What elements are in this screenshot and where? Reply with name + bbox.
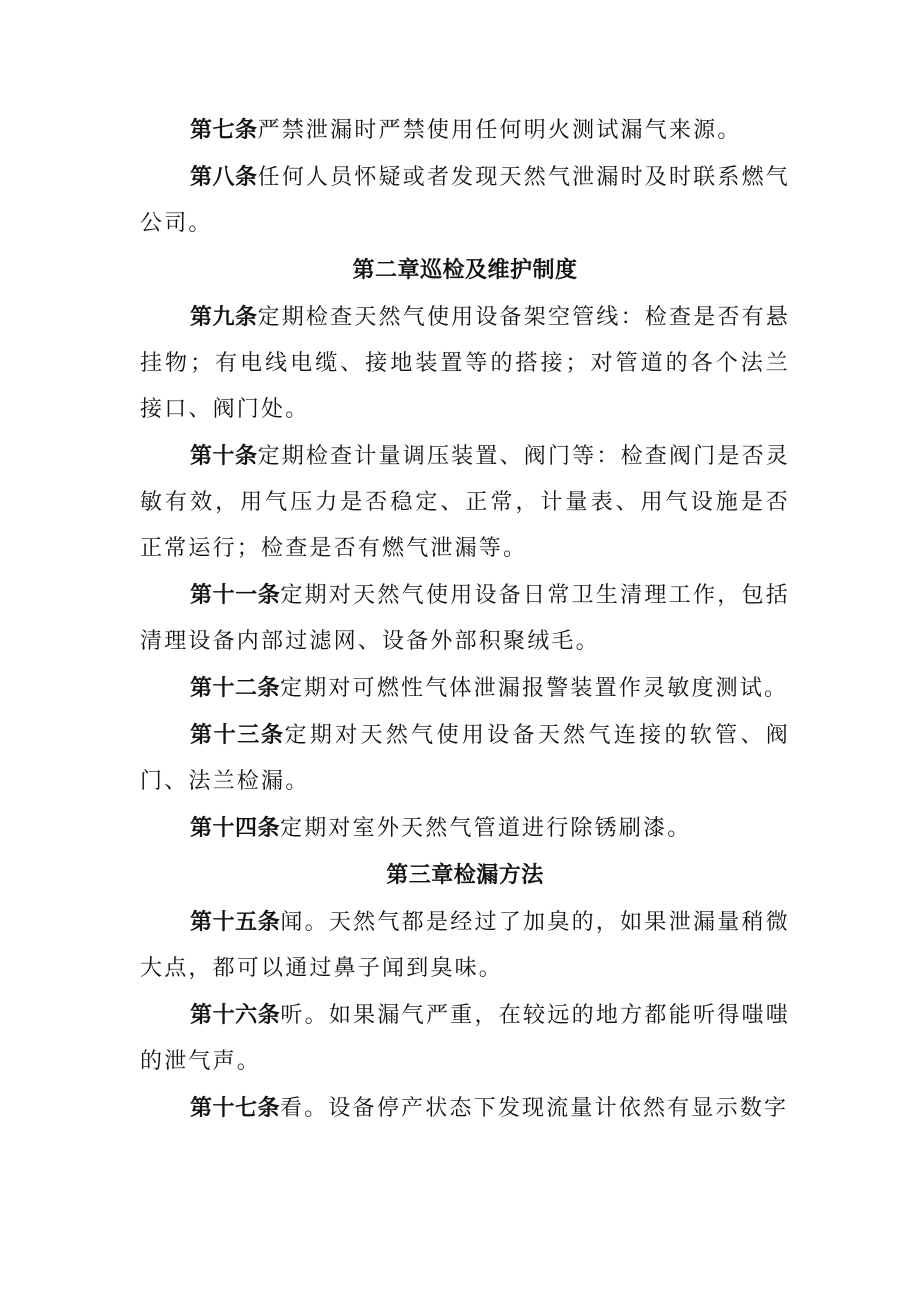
article-label: 第八条 xyxy=(190,165,258,190)
article-12 xyxy=(140,666,790,712)
article-10 xyxy=(140,434,790,572)
article-label: 第十四条 xyxy=(190,816,281,841)
article-text: 看。设备停产状态下发现流量计依然有显示数字 xyxy=(280,1096,789,1121)
article-label: 第十三条 xyxy=(190,723,285,748)
article-text: 任何人员怀疑或者发现天然气泄漏时及时联系燃气公司。 xyxy=(140,165,790,236)
article-label: 第九条 xyxy=(190,305,258,330)
article-13 xyxy=(140,713,790,805)
article-text: 严禁泄漏时严禁使用任何明火测试漏气来源。 xyxy=(257,118,742,143)
article-9 xyxy=(140,295,790,433)
article-text: 闻。天然气都是经过了加臭的，如果泄漏量稍微大点，都可以通过鼻子闻到臭味。 xyxy=(140,910,790,981)
article-text: 定期检查计量调压装置、阀门等：检查阀门是否灵敏有效，用气压力是否稳定、正常，计量表、用气设施是否正常运行；检查是否有燃气泄漏等。 xyxy=(140,444,790,561)
article-16 xyxy=(140,993,790,1085)
article-14 xyxy=(140,806,790,852)
article-label: 第七条 xyxy=(190,118,258,143)
article-text: 定期对室外天然气管道进行除锈刷漆。 xyxy=(280,816,692,841)
article-label: 第十二条 xyxy=(190,676,281,701)
article-15 xyxy=(140,900,790,992)
article-11 xyxy=(140,573,790,665)
article-label: 第十七条 xyxy=(190,1096,281,1121)
article-17 xyxy=(140,1086,790,1132)
article-text: 听。如果漏气严重，在较远的地方都能听得嗤嗤的泄气声。 xyxy=(140,1003,790,1074)
chapter-3-title: 第三章检漏方法 xyxy=(386,863,544,888)
article-label: 第十六条 xyxy=(190,1003,281,1028)
article-label: 第十五条 xyxy=(190,910,281,935)
article-7 xyxy=(140,108,790,154)
article-text: 定期对可燃性气体泄漏报警装置作灵敏度测试。 xyxy=(280,676,789,701)
article-label: 第十条 xyxy=(190,444,258,469)
chapter-2-title: 第二章巡检及维护制度 xyxy=(352,258,578,283)
article-text: 定期对天然气使用设备天然气连接的软管、阀门、法兰检漏。 xyxy=(140,723,790,794)
article-label: 第十一条 xyxy=(190,583,281,608)
article-text: 定期对天然气使用设备日常卫生清理工作，包括清理设备内部过滤网、设备外部积聚绒毛。 xyxy=(140,583,790,654)
article-text: 定期检查天然气使用设备架空管线：检查是否有悬挂物；有电线电缆、接地装置等的搭接；对管道的各个法兰接口、阀门处。 xyxy=(140,305,790,422)
document-body xyxy=(140,108,790,1133)
article-8 xyxy=(140,155,790,247)
